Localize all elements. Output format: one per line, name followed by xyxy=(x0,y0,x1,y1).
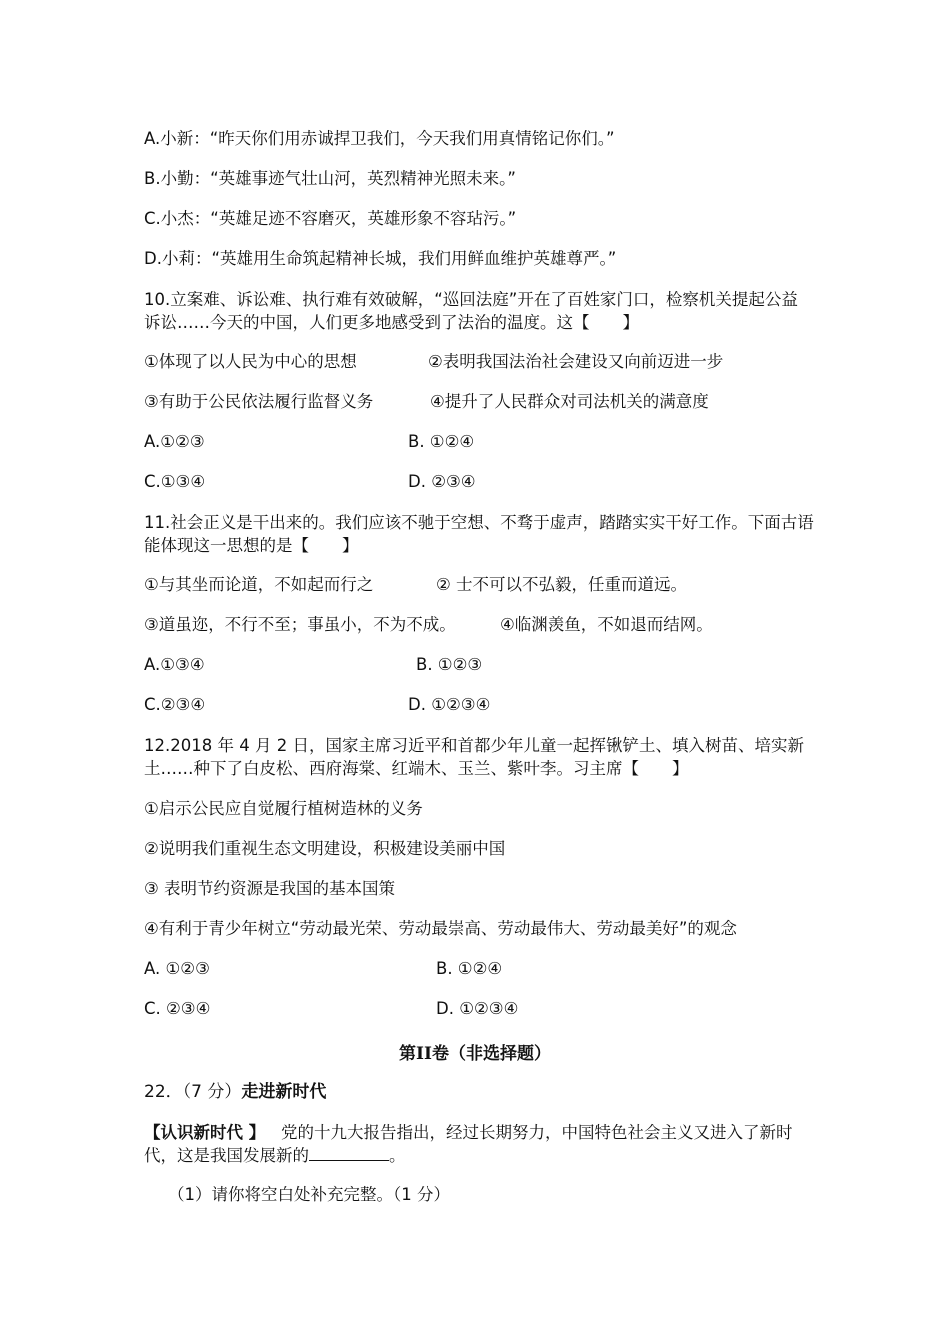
q11-item-1: ①与其坐而论道，不如起而行之 xyxy=(144,575,374,594)
q9-option-c: C.小杰：“英雄足迹不容磨灭，英雄形象不容玷污。” xyxy=(144,209,517,228)
q12-choice-b: B. ①②④ xyxy=(436,959,503,978)
q10-item-3: ③有助于公民依法履行监督义务 xyxy=(144,392,374,411)
q22-title: 走进新时代 xyxy=(241,1082,327,1102)
q12-item-3: ③ 表明节约资源是我国的基本国策 xyxy=(144,879,396,898)
q10-item-4: ④提升了人民群众对司法机关的满意度 xyxy=(430,392,709,411)
q12-choice-c: C. ②③④ xyxy=(144,999,211,1018)
q12-item-4: ④有利于青少年树立“劳动最光荣、劳动最崇高、劳动最伟大、劳动最美好”的观念 xyxy=(144,919,737,938)
q12-item-1: ①启示公民应自觉履行植树造林的义务 xyxy=(144,799,423,818)
q10-choice-b: B. ①②④ xyxy=(408,432,475,451)
q22-text-after: 。 xyxy=(389,1146,406,1165)
q22-sub1: （1）请你将空白处补充完整。（1 分） xyxy=(168,1185,450,1204)
q22-heading xyxy=(144,1081,326,1103)
q11-item-2: ② 士不可以不弘毅，任重而道远。 xyxy=(436,575,688,594)
q12-item-2: ②说明我们重视生态文明建设，积极建设美丽中国 xyxy=(144,839,506,858)
q11-item-4: ④临渊羡鱼，不如退而结网。 xyxy=(500,615,713,634)
q22-answer-blank[interactable] xyxy=(309,1146,389,1161)
q10-item-1: ①体现了以人民为中心的思想 xyxy=(144,352,357,371)
section2-title: 第II卷（非选择题） xyxy=(399,1044,551,1064)
q22-paragraph xyxy=(144,1121,814,1167)
q11-item-3: ③道虽迩，不行不至；事虽小，不为不成。 xyxy=(144,615,456,634)
q11-stem: 11.社会正义是干出来的。我们应该不驰于空想、不骛于虚声，踏踏实实干好工作。下面古语能体现这一思想的是【 】 xyxy=(144,513,814,555)
q22-number: 22．（7 分） xyxy=(144,1082,242,1102)
q11-choice-b: B. ①②③ xyxy=(416,655,483,674)
q12-stem: 12.2018 年 4 月 2 日，国家主席习近平和首都少年儿童一起挥锹铲土、填入树苗、培实新土……种下了白皮松、西府海棠、红端木、玉兰、紫叶李。习主席【 】 xyxy=(144,736,804,778)
q10-item-2: ②表明我国法治社会建设又向前迈进一步 xyxy=(428,352,724,371)
q11-choice-a: A.①③④ xyxy=(144,655,205,674)
q10-stem: 10.立案难、诉讼难、执行难有效破解，“巡回法庭”开在了百姓家门口，检察机关提起公益诉讼……今天的中国，人们更多地感受到了法治的温度。这【 】 xyxy=(144,290,798,332)
q9-option-b: B.小勤：“英雄事迹气壮山河，英烈精神光照未来。” xyxy=(144,169,516,188)
q22-tag: 【认识新时代 】 xyxy=(144,1123,266,1142)
q10-choice-d: D. ②③④ xyxy=(408,472,476,491)
q9-option-d: D.小莉：“英雄用生命筑起精神长城，我们用鲜血维护英雄尊严。” xyxy=(144,249,617,268)
q10-choice-a: A.①②③ xyxy=(144,432,205,451)
q12-choice-a: A. ①②③ xyxy=(144,959,210,978)
q9-option-a: A.小新：“昨天你们用赤诚捍卫我们，今天我们用真情铭记你们。” xyxy=(144,129,615,148)
q11-choice-d: D. ①②③④ xyxy=(408,695,491,714)
q12-choice-d: D. ①②③④ xyxy=(436,999,519,1018)
q10-choice-c: C.①③④ xyxy=(144,472,206,491)
q22-text-before: 党的十九大报告指出，经过长期努力，中国特色社会主义又进入了新时代，这是我国发展新的 xyxy=(144,1123,793,1165)
q11-choice-c: C.②③④ xyxy=(144,695,206,714)
